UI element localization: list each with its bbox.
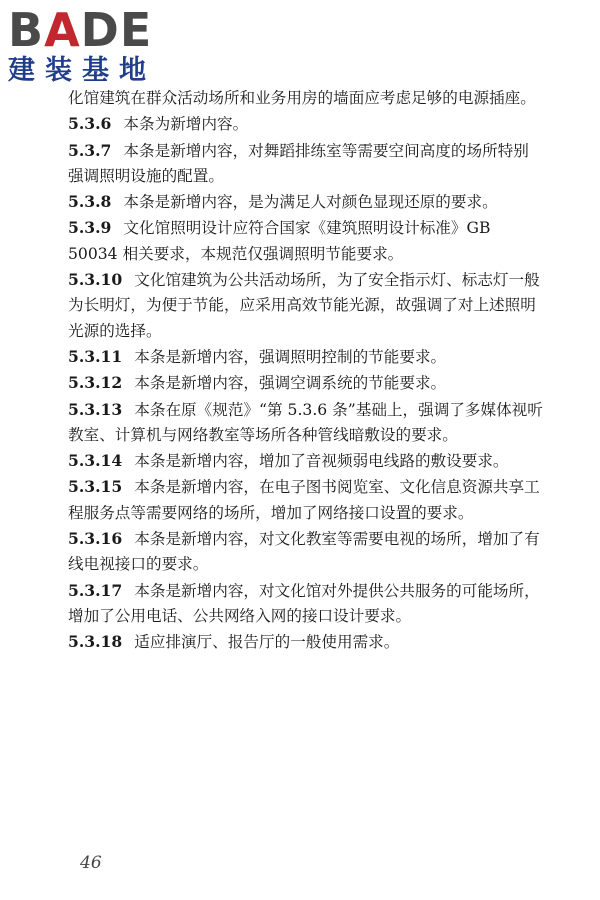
paragraph-text: 本条是新增内容，增加了音视频弱电线路的敷设要求。 [134, 452, 509, 471]
logo-wordmark: BADE [8, 3, 153, 57]
clause-number: 5.3.7 [68, 140, 112, 160]
paragraph [68, 578, 544, 630]
paragraph [68, 397, 544, 449]
paragraph [68, 526, 544, 578]
paragraph-text: 文化馆建筑为公共活动场所，为了安全指示灯、标志灯一般为长明灯，为便于节能，应采用高效节能光源，故强调了对上述照明光源的选择。 [68, 271, 540, 340]
paragraph-text: 本条是新增内容，强调照明控制的节能要求。 [134, 347, 447, 366]
paragraph-text: 本条为新增内容。 [123, 115, 249, 134]
paragraph-text: 文化馆照明设计应符合国家《建筑照明设计标准》GB 50034 相关要求，本规范仅强调照明节能要求。 [68, 219, 491, 263]
logo [8, 3, 178, 86]
clause-number: 5.3.16 [68, 529, 123, 549]
paragraph-text: 本条是新增内容，对文化教室等需要电视的场所，增加了有线电视接口的要求。 [68, 530, 540, 574]
paragraph [68, 189, 544, 215]
paragraph-text: 适应排演厅、报告厅的一般使用需求。 [134, 633, 400, 652]
clause-number: 5.3.11 [68, 346, 123, 366]
clause-number: 5.3.13 [68, 399, 123, 419]
clause-number: 5.3.18 [68, 632, 123, 652]
paragraph-text: 本条在原《规范》“第 5.3.6 条”基础上，强调了多媒体视听教室、计算机与网络教室等场所各种管线暗敷设的要求。 [68, 400, 543, 444]
clause-number: 5.3.15 [68, 477, 123, 497]
paragraph [68, 474, 544, 526]
clause-number: 5.3.9 [68, 218, 112, 238]
paragraph [68, 448, 544, 474]
clause-number: 5.3.17 [68, 580, 123, 600]
paragraph-text: 本条是新增内容，对文化馆对外提供公共服务的可能场所，增加了公用电话、公共网络入网的接口设计要求。 [68, 581, 540, 625]
paragraph-text: 本条是新增内容，强调空调系统的节能要求。 [134, 374, 447, 393]
logo-subtitle: 建装基地 [8, 55, 156, 86]
paragraph-text: 本条是新增内容，对舞蹈排练室等需要空间高度的场所特别强调照明设施的配置。 [68, 141, 529, 185]
clause-number: 5.3.8 [68, 192, 112, 212]
clause-number: 5.3.6 [68, 114, 112, 134]
paragraph [68, 629, 544, 655]
clause-number: 5.3.14 [68, 451, 123, 471]
paragraph-text: 化馆建筑在群众活动场所和业务用房的墙面应考虑足够的电源插座。 [68, 89, 536, 107]
clause-number: 5.3.10 [68, 270, 123, 290]
paragraph [68, 370, 544, 396]
paragraph-text: 本条是新增内容，在电子图书阅览室、文化信息资源共享工程服务点等需要网络的场所，增加了网络接口设置的要求。 [68, 478, 540, 522]
paragraph [68, 138, 544, 190]
paragraph [68, 215, 544, 267]
paragraph [68, 86, 544, 111]
paragraph [68, 267, 544, 344]
document-body [68, 86, 544, 656]
paragraph-text: 本条是新增内容，是为满足人对颜色显现还原的要求。 [123, 193, 498, 212]
page-number: 46 [80, 853, 102, 873]
paragraph [68, 111, 544, 137]
paragraph [68, 344, 544, 370]
clause-number: 5.3.12 [68, 373, 123, 393]
